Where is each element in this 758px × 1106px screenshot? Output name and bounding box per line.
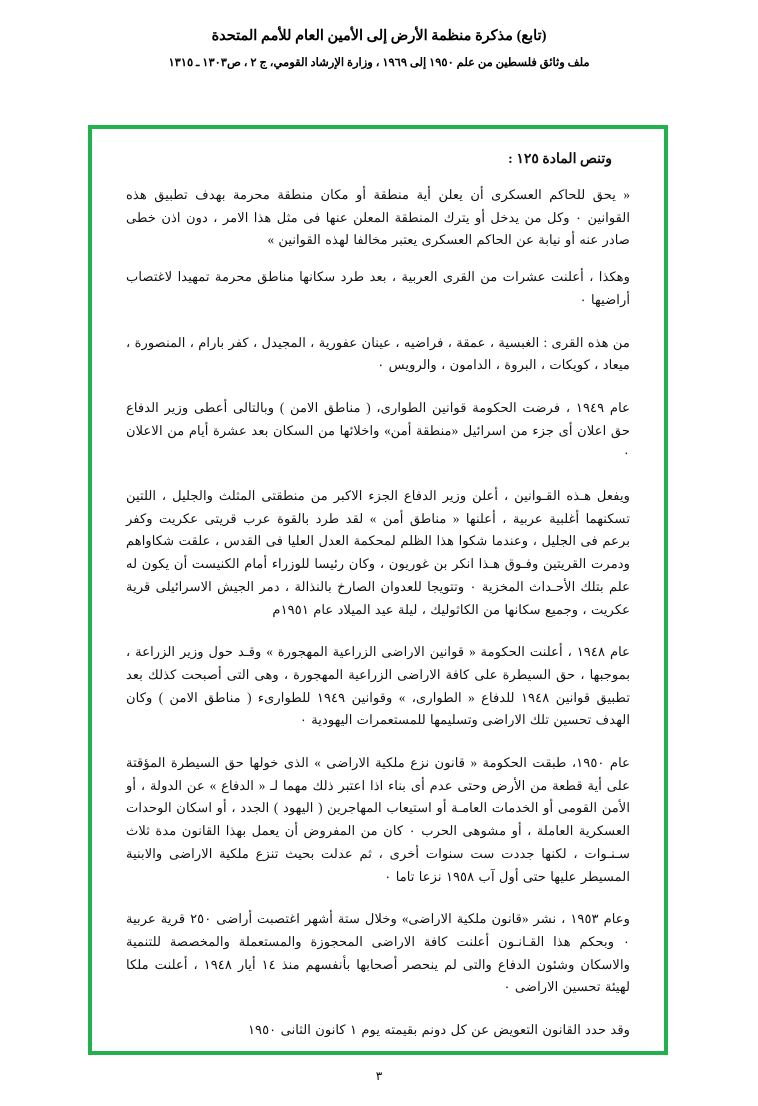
paragraph: من هذه القرى : الغبسية ، عمقة ، فراضيه ، عينان عفورية ، المجيدل ، كفر بارام ، المنصورة ، ميعاد ، كويكات ، البروة ، الدامون ، والرويس ٠ <box>126 334 630 373</box>
paragraph: وعام ١٩٥٣ ، نشر «قانون ملكية الاراضى» وخلال ستة أشهر اغتصبت أراضى ٢٥٠ قرية عربية ٠ وبحكم هذا القـانـون أعلنت كافة الاراضى المحجوزة والمستعملة والمخصصة للتنمية والاسكان وشئون الدفاع والتى لم ينحصر أصحابها بأنفسهم منذ ١٤ أيار ١٩٤٨ ، أعلنت ملكا لهيئة تحسين الاراضى ٠ <box>126 911 631 995</box>
paragraph: وهكذا ، أعلنت عشرات من القرى العربية ، بعد طرد سكانها مناطق محرمة تمهيدا لاغتصاب أراضيها ٠ <box>126 269 630 307</box>
page-number: ٣ <box>375 1069 383 1083</box>
content-frame <box>88 125 668 1055</box>
paragraph: عام ١٩٤٩ ، فرضت الحكومة قوانين الطوارى، ( مناطق الامن ) وبالتالى أعطى وزير الدفاع حق اعلان أى جزء من اسرائيل «منطقة أمن» واخلائها من السكان بعد عشرة أيام من الاعلان ٠ <box>126 399 630 461</box>
paragraph: « يحق للحاكم العسكرى أن يعلن أية منطقة أو مكان منطقة محرمة بهدف تطبيق هذه القوانين ٠ وكل من يدخل أو يترك المنطقة المعلن عنها فى مثل هذا الامر ، دون اذن خطى صادر عنه أو نيابة عن الحاكم العسكرى يعتبر مخالفا لهذه القوانين » <box>126 187 630 248</box>
paragraph: عام ١٩٤٨ ، أعلنت الحكومة « قوانين الاراضى الزراعية المهجورة » وقـد حول وزير الزراعة ، بموجبها ، حق السيطرة على كافة الاراضى الزراعية المهجورة ، وهى التى أصبحت كذلك بعد تطبيق قوانين ١٩٤٨ للدفاع « الطوارى، » وقوانين ١٩٤٩ للطوارىء ( مناطق الامن ) وكان الهدف تحسين تلك الاراضى وتسليمها للمستعمرات اليهودية ٠ <box>126 644 630 728</box>
page-title: (تابع) مذكرة منظمة الأرض إلى الأمين العام للأمم المتحدة <box>211 28 547 44</box>
document-page <box>0 28 758 1106</box>
article-heading: وتنص المادة ١٢٥ : <box>508 152 612 167</box>
paragraph: وقد حدد القانون التعويض عن كل دونم بقيمته يوم ١ كانون الثانى ١٩٥٠ <box>247 1022 630 1038</box>
paragraph: ويفعل هـذه القـوانين ، أعلن وزير الدفاع الجزء الاكبر من منطقتى المثلث والجليل ، اللتين تسكنهما أغلبية عربية ، أعلنها « مناطق أمن » لقد طرد بالقوة عرب قريتى عكريت وكفر برعم فى الجليل ، وعندما شكوا هذا الظلم لمحكمة العدل العليا فى القدس ، علقت شكاواهم ودمرت القريتين وفـوق هـذا انكر بن غوريون ، وكان رئيسا للوزراء أمام الكنيست أن يكون له علم بتلك الأحـداث المخزية ٠ وتتويجا للعدوان الصارخ بالنذالة ، دمر الجيش الاسرائيلى قرية عكريت ، وجميع سكانها من الكاثوليك ، ليلة عيد الميلاد عام ١٩٥١م <box>126 488 630 617</box>
page-subtitle: ملف وثائق فلسطين من علم ١٩٥٠ إلى ١٩٦٩ ، وزارة الإرشاد القومي، ج ٢ ، ص١٣٠٣ ـ ١٣١٥ <box>168 57 590 69</box>
paragraph: عام ١٩٥٠، طبقت الحكومة « قانون نزع ملكية الاراضى » الذى خولها حق السيطرة المؤقتة على أية قطعة من الأرض وحتى عدم أى بناء اذا اعتبر ذلك مهما لـ « الدفاع » عن الدولة ، أو الأمن القومى أو الخدمات العامـة أو استيعاب المهاجرين ( اليهود ) الجدد ، أو اسكان الوحدات العسكرية العاملة ، أو مشوهى الحرب ٠ كان من المفروض أن يعمل بهذا القانون مدة ثلاث سـنـوات ، لكنها جددت ست سنوات أخرى ، ثم عدلت بحيث تنزع ملكية الاراضى والابنية المسيطر عليها حتى أول آب ١٩٥٨ نزعا تاما ٠ <box>126 755 630 884</box>
content-body <box>92 129 664 1051</box>
